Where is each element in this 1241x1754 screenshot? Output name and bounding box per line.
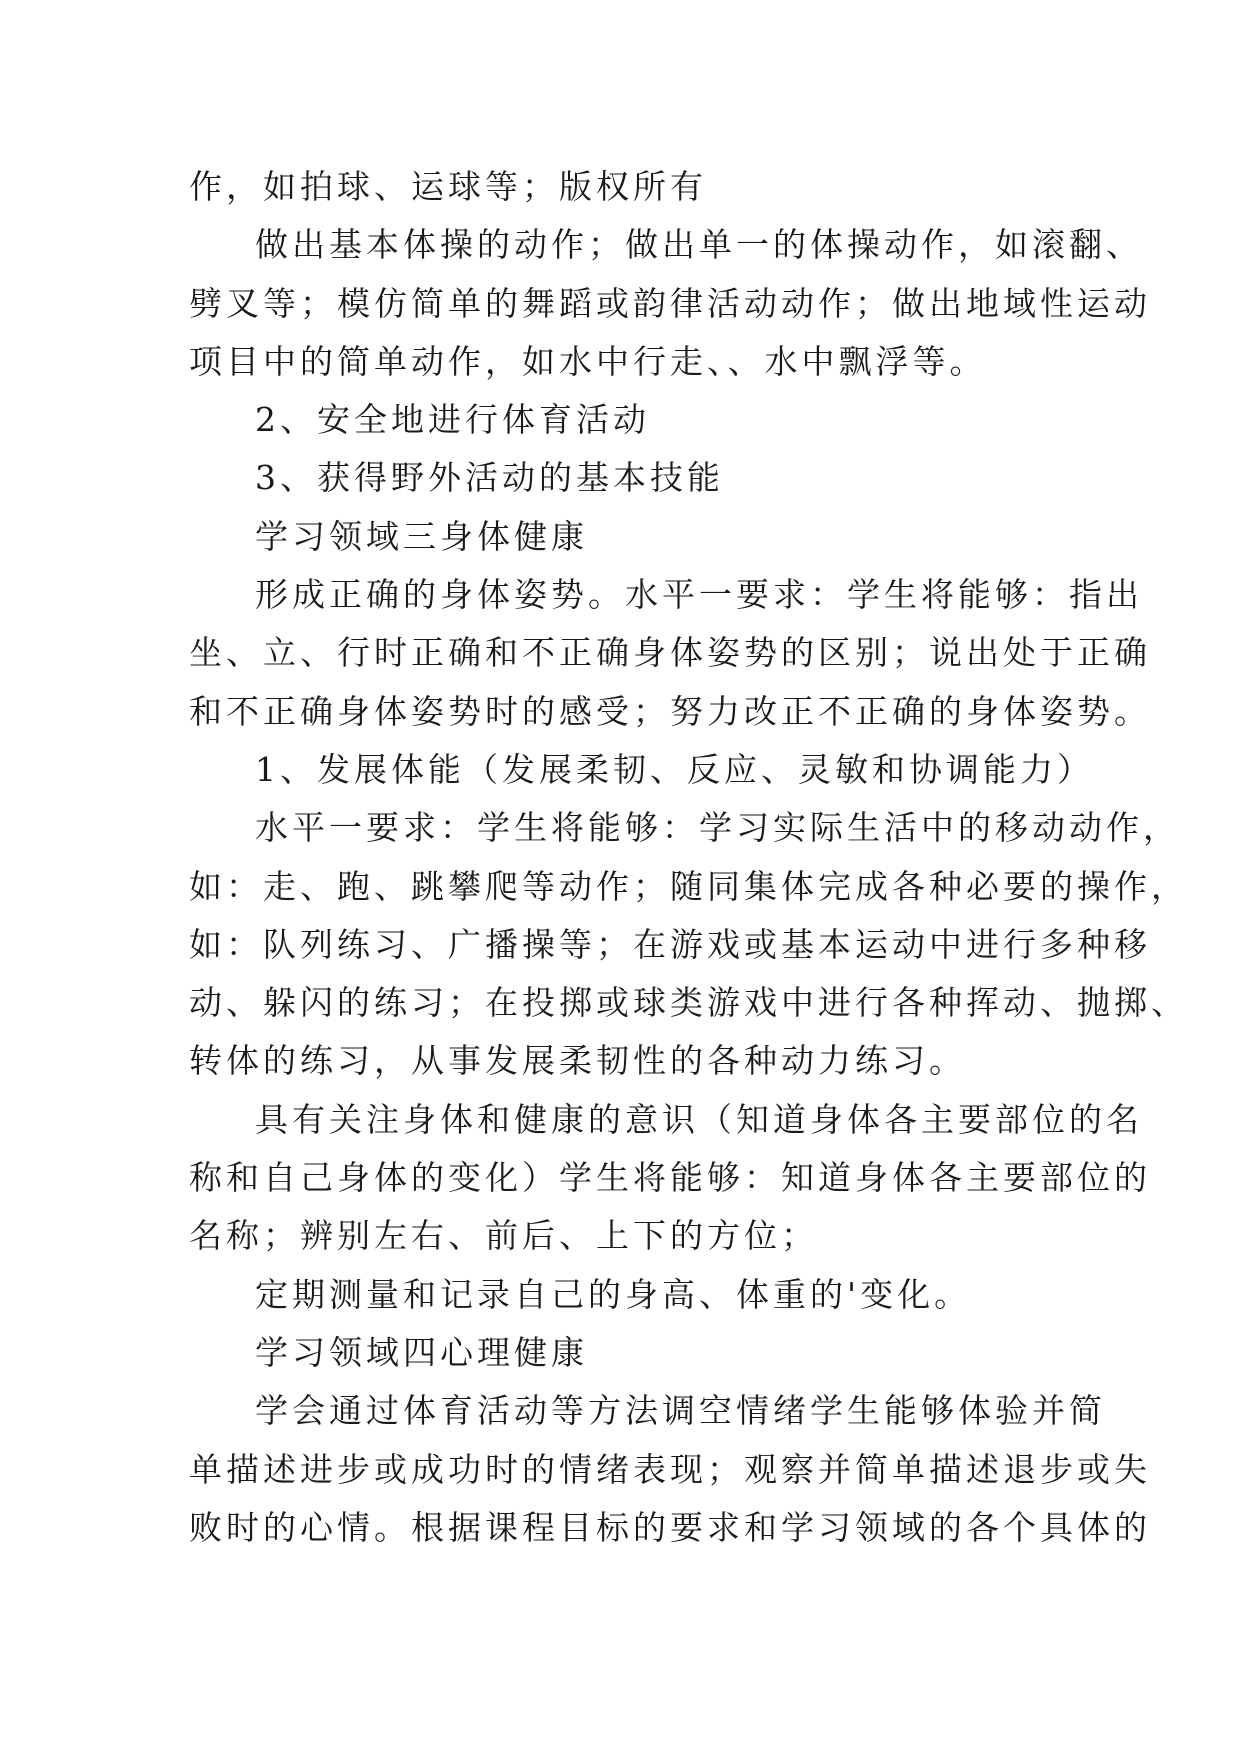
text-line: 定期测量和记录自己的身高、体重的'变化。 [255,1274,972,1314]
text-line: 坐、立、行时正确和不正确身体姿势的区别；说出处于正确 [189,633,1151,673]
text-line: 如：走、跑、跳攀爬等动作；随同集体完成各种必要的操作， [189,866,1188,906]
text-line: 单描述进步或成功时的情绪表现；观察并简单描述退步或失 [189,1449,1151,1489]
text-line: 做出基本体操的动作；做出单一的体操动作，如滚翻、 [255,225,1143,265]
text-line: 3、获得野外活动的基本技能 [255,458,724,498]
text-line: 学会通过体育活动等方法调空情绪学生能够体验并简 [255,1391,1106,1431]
text-line: 和不正确身体姿势时的感受；努力改正不正确的身体姿势。 [189,691,1151,731]
text-line: 形成正确的身体姿势。水平一要求：学生将能够：指出 [255,575,1143,615]
text-line: 如：队列练习、广播操等；在游戏或基本运动中进行多种移 [189,924,1151,964]
text-line: 动、躲闪的练习；在投掷或球类游戏中进行各种挥动、抛掷、 [189,983,1188,1023]
text-line: 具有关注身体和健康的意识（知道身体各主要部位的名 [255,1099,1143,1139]
text-line: 作，如拍球、运球等；版权所有 [189,167,707,206]
text-line: 1、发展体能（发展柔韧、反应、灵敏和协调能力） [255,749,1094,789]
text-line: 败时的心情。根据课程目标的要求和学习领域的各个具体的 [189,1507,1151,1547]
text-line: 劈叉等；模仿简单的舞蹈或韵律活动动作；做出地域性运动 [189,283,1151,323]
section-heading: 学习领域四心理健康 [255,1332,588,1372]
text-line: 2、安全地进行体育活动 [255,400,650,440]
text-line: 名称；辨别左右、前后、上下的方位； [189,1216,818,1256]
text-line: 水平一要求：学生将能够：学习实际生活中的移动动作， [255,808,1180,848]
text-line: 项目中的简单动作，如水中行走、、水中飘浮等。 [189,341,987,381]
document-body [189,158,1188,1557]
text-line: 转体的练习，从事发展柔韧性的各种动力练习。 [189,1041,966,1081]
section-heading: 学习领域三身体健康 [255,516,588,556]
text-line: 称和自己身体的变化）学生将能够：知道身体各主要部位的 [189,1158,1151,1198]
